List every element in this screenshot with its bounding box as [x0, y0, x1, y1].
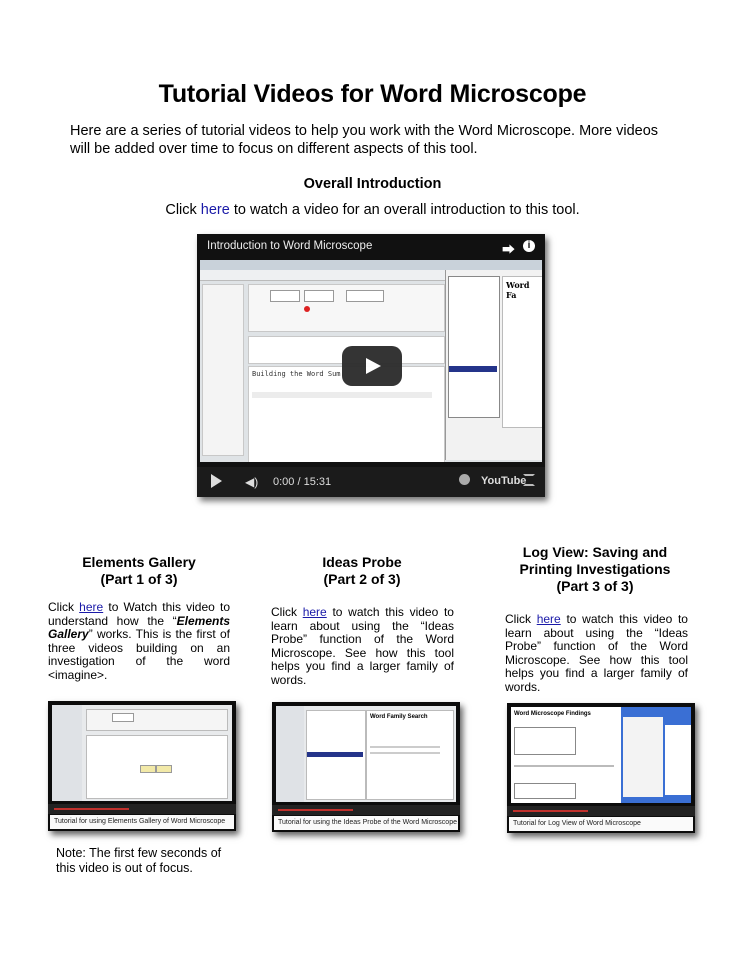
heading-line: (Part 3 of 3) — [556, 578, 634, 594]
video-frame-side-heading: Word Fa — [506, 280, 530, 300]
video-frame — [511, 707, 691, 803]
log-view-video[interactable] — [507, 703, 695, 833]
ideas-probe-video[interactable] — [272, 702, 460, 832]
emphasis-text: Elements Gallery — [48, 613, 230, 641]
video-controls — [197, 467, 545, 497]
overall-here-link[interactable]: here — [200, 202, 230, 218]
section-heading-overall: Overall Introduction — [303, 176, 442, 192]
elements-gallery-here-link[interactable]: here — [79, 600, 104, 614]
elements-gallery-description — [48, 601, 230, 682]
play-icon[interactable] — [211, 474, 222, 488]
log-view-description — [505, 613, 688, 694]
description-text: ” works. This is the first of three videos building on an investigation of the word <imagine>. — [48, 627, 230, 682]
description-text: to watch this video to learn about using the “Ideas Probe” function of the Word Microscope. See how this tool helps you find a larger family of words. — [505, 612, 688, 694]
play-button[interactable] — [342, 346, 402, 386]
description-text: Click — [505, 612, 537, 626]
ideas-probe-description — [271, 606, 454, 687]
description-text: to Watch this video to understand how the “ — [48, 600, 230, 628]
page-title: Tutorial Videos for Word Microscope — [158, 80, 587, 108]
progress-bar[interactable] — [507, 806, 695, 816]
info-icon[interactable]: i — [523, 240, 535, 252]
video-frame-heading: Word Microscope Findings — [514, 711, 591, 717]
watch-later-icon[interactable] — [459, 474, 470, 485]
main-video-title: Introduction to Word Microscope — [207, 240, 373, 252]
heading-line: (Part 1 of 3) — [100, 571, 178, 587]
video-frame-heading: Word Family Search — [370, 714, 428, 720]
main-video-player[interactable] — [197, 234, 545, 497]
progress-bar[interactable] — [272, 805, 460, 815]
video-caption: Tutorial for using the Ideas Probe of the Word Microscope — [274, 816, 458, 830]
progress-bar[interactable] — [48, 804, 236, 814]
column-heading-ideas-probe — [270, 554, 454, 588]
volume-icon[interactable]: ◀) — [245, 475, 259, 489]
ideas-probe-here-link[interactable]: here — [302, 605, 327, 619]
share-icon[interactable]: ⮕ — [501, 242, 515, 257]
description-text: Click — [271, 605, 303, 619]
overall-pre-text: Click — [165, 202, 201, 218]
focus-note: Note: The first few seconds of this video is out of focus. — [56, 846, 222, 875]
video-caption: Tutorial for Log View of Word Microscope — [509, 817, 693, 831]
column-heading-elements-gallery — [48, 554, 230, 588]
video-caption: Tutorial for using Elements Gallery of Word Microscope — [50, 815, 234, 829]
elements-gallery-video[interactable] — [48, 701, 236, 831]
heading-line: Ideas Probe — [322, 554, 402, 570]
overall-post-text: to watch a video for an overall introduction to this tool. — [229, 202, 580, 218]
overall-instruction — [0, 202, 745, 218]
heading-line: Printing Investigations — [519, 561, 671, 577]
heading-line: Log View: Saving and — [522, 544, 668, 560]
time-display: 0:00 / 15:31 — [273, 476, 332, 488]
video-frame — [52, 705, 232, 801]
description-text: Click — [48, 600, 80, 614]
heading-line: Elements Gallery — [82, 554, 196, 570]
intro-paragraph: Here are a series of tutorial videos to help you work with the Word Microscope. More videos will be added over time to focus on different aspects of this tool. — [70, 123, 659, 157]
fullscreen-icon[interactable] — [523, 474, 535, 486]
column-heading-log-view — [500, 544, 690, 595]
heading-line: (Part 2 of 3) — [323, 571, 401, 587]
log-view-here-link[interactable]: here — [536, 612, 561, 626]
description-text: to watch this video to learn about using the “Ideas Probe” function of the Word Microscope. See how this tool helps you find a larger family of words. — [271, 605, 454, 687]
video-frame — [276, 706, 456, 802]
youtube-logo[interactable]: YouTube — [481, 475, 527, 487]
video-frame-heading: Building the Word Sum — [252, 370, 341, 378]
